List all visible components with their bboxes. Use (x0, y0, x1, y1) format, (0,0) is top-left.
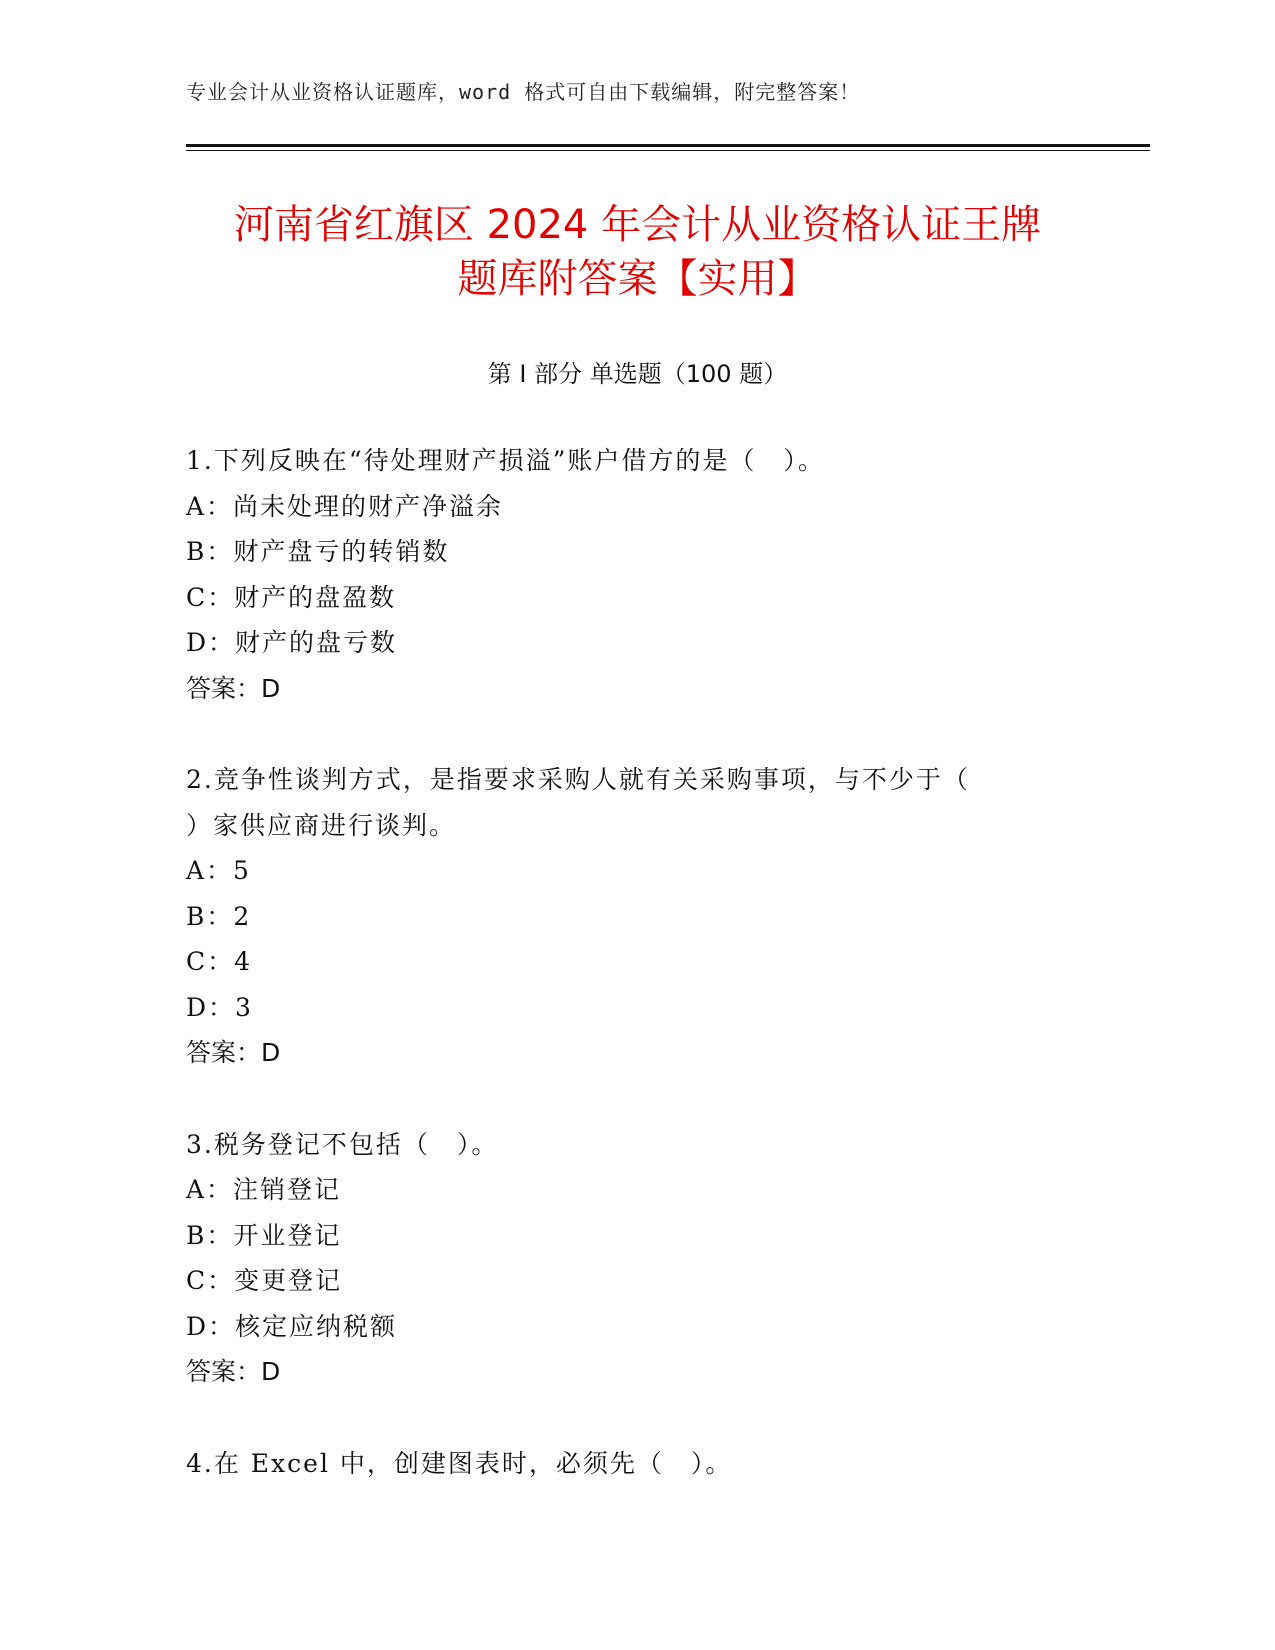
question-option: B：财产盘亏的转销数 (186, 537, 450, 566)
document-title (150, 198, 1125, 306)
question-option: D：财产的盘亏数 (186, 628, 398, 657)
question-list (186, 438, 1086, 1532)
question-block (186, 438, 1086, 711)
header-rule-thick (186, 144, 1150, 147)
question-stem: 2.竞争性谈判方式，是指要求采购人就有关采购事项，与不少于（ (186, 765, 970, 794)
section-heading: 第 I 部分 单选题（100 题） (487, 360, 788, 388)
header-rule-thin (186, 150, 1150, 151)
question-answer: 答案：D (186, 1357, 281, 1386)
question-answer: 答案：D (186, 1038, 281, 1067)
question-option: D：3 (186, 992, 253, 1022)
question-option: C：变更登记 (186, 1266, 343, 1295)
question-block (186, 1122, 1086, 1395)
question-option: B：2 (186, 901, 252, 931)
question-option: B：开业登记 (186, 1220, 342, 1250)
question-option: D：核定应纳税额 (186, 1311, 398, 1341)
question-option: C：财产的盘盈数 (186, 582, 397, 612)
question-stem: 4.在 Excel 中，创建图表时，必须先（ ）。 (186, 1448, 733, 1478)
question-stem: 1.下列反映在“待处理财产损溢”账户借方的是（ ）。 (186, 446, 825, 475)
header-note: 专业会计从业资格认证题库，word 格式可自由下载编辑，附完整答案！ (186, 80, 861, 104)
question-answer: 答案：D (186, 673, 281, 703)
question-block (186, 1441, 1086, 1487)
question-option: C：4 (186, 947, 253, 976)
title-line-2: 题库附答案【实用】 (457, 256, 818, 302)
question-stem: 3.税务登记不包括（ ）。 (186, 1129, 499, 1159)
question-option: A：尚未处理的财产净溢余 (186, 491, 504, 521)
question-option: A：5 (186, 856, 251, 885)
question-option: A：注销登记 (186, 1175, 342, 1204)
question-stem: ）家供应商进行谈判。 (186, 810, 457, 840)
title-line-1: 河南省红旗区 2024 年会计从业资格认证王牌 (233, 202, 1042, 248)
question-block (186, 757, 1086, 1076)
